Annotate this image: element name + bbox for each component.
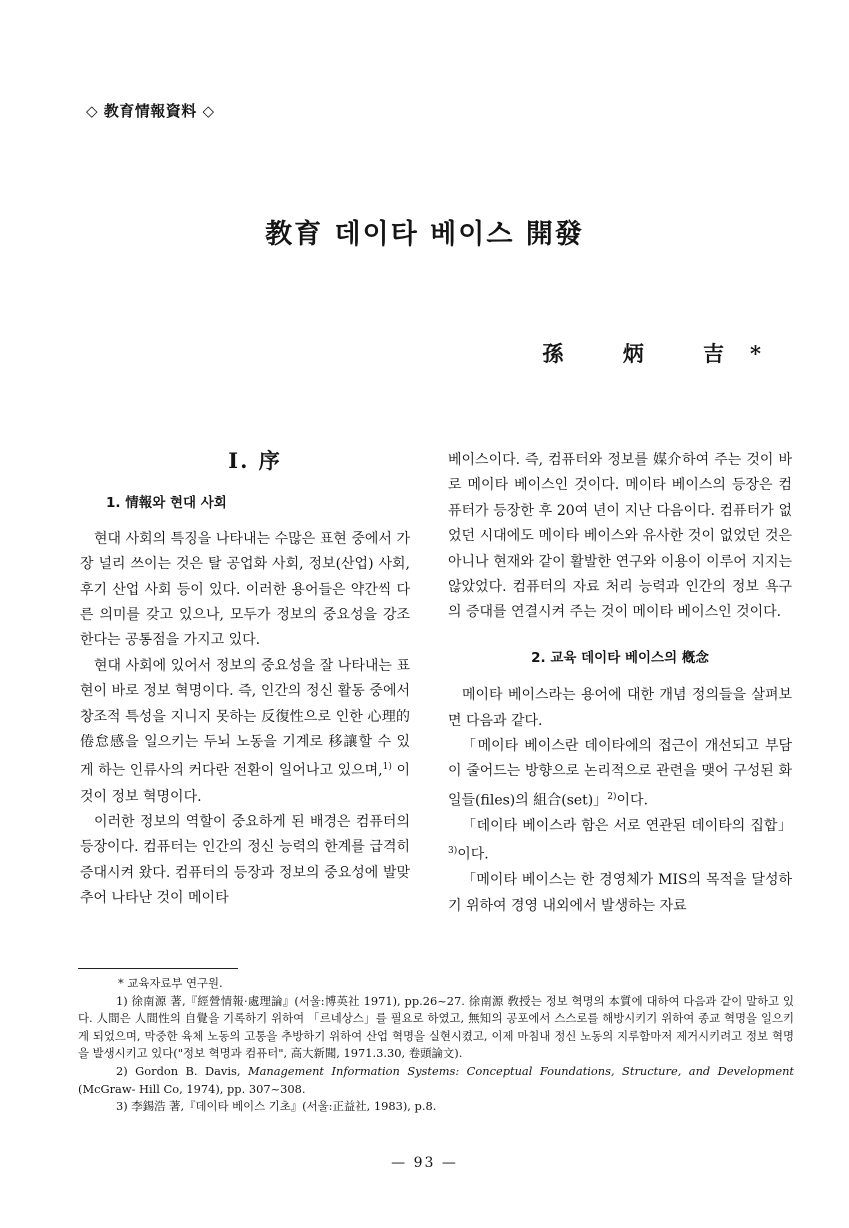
left-column [80,448,410,912]
footnote-1: 1) 徐南源 著,『經營情報·處理論』(서울:博英社 1971), pp.26~27. 徐南源 敎授는 정보 혁명의 本質에 대하여 다음과 같이 말하고 있다. 人間은 人間性의 自覺을 기록하기 위하여 「르네상스」를 필요로 하였고, 無知의 공포에서 스스로를 해방시키기 위하여 종교 혁명을 일으키게 되었으며, 막중한 육체 노동의 고통을 추방하기 위하여 산업 혁명을 실현시켰고, 이제 마침내 정신 노동의 지루함마저 제거시키려고 정보 혁명을 발생시키고 있다("정보 혁명과 컴퓨터", 高大新聞, 1971.3.30, 卷頭論文). [78,993,794,1061]
paragraph-5: 메이타 베이스라는 용어에 대한 개념 정의들을 살펴보면 다음과 같다. [448,687,792,729]
paragraph-3: 이러한 정보의 역할이 중요하게 된 배경은 컴퓨터의 등장이다. 컴퓨터는 인간의 정신 능력의 한계를 급격히 증대시켜 왔다. 컴퓨터의 등장과 정보의 중요성에 발맞추어 나타난 것이 메이타 [80,813,410,907]
paragraph-2 [80,654,410,810]
footnote-rule [78,968,238,969]
paragraph-7 [448,814,792,868]
footnote-2 [78,1063,794,1098]
footnote-2-author: 2) Gordon B. Davis, [116,1063,248,1078]
footnote-2-publisher: (McGraw- Hill Co, 1974), pp. 307~308. [78,1081,306,1096]
section-title: Ⅰ. 序 [228,448,282,473]
paragraph-1: 현대 사회의 특징을 나타내는 수많은 표현 중에서 가장 널리 쓰이는 것은 탈 공업화 사회, 정보(산업) 사회, 후기 산업 사회 등이 있다. 이러한 용어들은 약간씩 다른 의미를 갖고 있으나, 모두가 정보의 중요성을 강조한다는 공통점을 가지고 있다. [80,530,410,649]
footnote-3: 3) 李錫浩 著,『데이타 베이스 기초』(서울:正益社, 1983), p.8. [116,1099,437,1114]
footnotes [78,968,794,1116]
right-column [448,448,792,919]
footnote-ref-1: 1) [382,762,392,773]
paragraph-7-end: 이다. [457,847,489,863]
journal-section-header: ◇ 教育情報資料 ◇ [86,102,215,120]
paragraph-2-end: 이것이 정보 혁명이다. [80,763,410,805]
paragraph-6-text: 「메이타 베이스란 데이타에의 접근이 개선되고 부담이 줄어드는 방향으로 논리적으로 관련을 맺어 구성된 화일들(files)의 組合(set)」 [448,738,792,809]
footnote-2-book-title: Management Information Systems: Conceptual Foundations, Structure, and Development [247,1063,794,1078]
paragraph-2-text: 현대 사회에 있어서 정보의 중요성을 잘 나타내는 표현이 바로 정보 혁명이다. 즉, 인간의 정신 활동 중에서 창조적 특성을 지니지 못하는 反復性으로 인한 心理的 倦怠感을 일으키는 두뇌 노동을 기계로 移讓할 수 있게 하는 인류사의 커다란 전환이 일어나고 있으며, [80,657,410,780]
author-name: 孫 炳 吉* [542,341,787,366]
footnote-ref-3: 3) [448,846,458,857]
footnote-ref-2: 2) [607,791,617,802]
paragraph-6 [448,734,792,814]
paragraph-4: 베이스이다. 즉, 컴퓨터와 정보를 媒介하여 주는 것이 바로 메이타 베이스인 것이다. 메이타 베이스의 등장은 컴퓨터가 등장한 후 20여 년이 지난 다음이다. 컴퓨터가 없었던 시대에도 메이타 베이스와 유사한 것이 없었던 것은 아니나 현재와 같이 활발한 연구와 이용이 이루어 지지는 않았었다. 컴퓨터의 자료 처리 능력과 인간의 정보 욕구의 증대를 연결시켜 주는 것이 메이타 베이스인 것이다. [448,452,792,621]
subheading-2: 2. 교육 데이타 베이스의 槪念 [531,649,709,666]
paragraph-6-end: 이다. [616,792,649,809]
footnote-author: * 교육자료부 연구원. [118,976,223,990]
article-title: 教育 데이타 베이스 開發 [265,219,584,250]
paragraph-8: 「메이타 베이스는 한 경영체가 MIS의 목적을 달성하기 위하여 경영 내외에서 발생하는 자료 [448,872,792,914]
page-number: — 93 — [391,1155,458,1171]
subheading-1: 1. 情報와 현대 사회 [106,495,227,512]
paragraph-7-text: 「데이타 베이스라 함은 서로 연관된 데이타의 집합」 [462,817,792,834]
